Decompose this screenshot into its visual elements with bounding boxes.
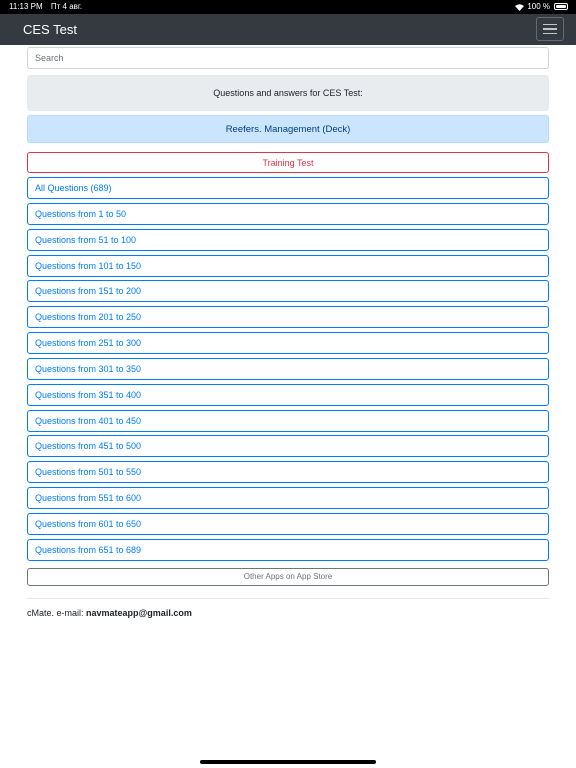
- footer: [27, 608, 549, 618]
- hamburger-icon: [543, 24, 557, 26]
- training-test-button[interactable]: Training Test: [27, 152, 549, 173]
- question-range-link[interactable]: Questions from 251 to 300: [27, 332, 549, 354]
- footer-prefix: cMate. e-mail:: [27, 607, 87, 618]
- battery-percent: 100 %: [527, 2, 550, 11]
- question-range-link[interactable]: Questions from 101 to 150: [27, 255, 549, 277]
- status-time: 11:13 PM: [9, 2, 43, 11]
- main-content: [27, 47, 549, 618]
- question-range-link[interactable]: Questions from 551 to 600: [27, 487, 549, 509]
- question-range-link[interactable]: Questions from 351 to 400: [27, 384, 549, 406]
- footer-email[interactable]: navmateapp@gmail.com: [86, 607, 192, 618]
- status-date: Пт 4 авг.: [50, 2, 83, 11]
- question-range-link[interactable]: Questions from 451 to 500: [27, 435, 549, 457]
- question-range-link[interactable]: Questions from 651 to 689: [27, 539, 549, 561]
- battery-icon: [554, 3, 568, 10]
- wifi-icon: [515, 4, 523, 10]
- question-range-link[interactable]: Questions from 301 to 350: [27, 358, 549, 380]
- question-range-link[interactable]: Questions from 601 to 650: [27, 513, 549, 535]
- status-bar: [0, 0, 576, 14]
- question-range-link[interactable]: Questions from 1 to 50: [27, 203, 549, 225]
- menu-toggle-button[interactable]: [536, 17, 564, 41]
- divider: [27, 598, 549, 599]
- category-banner: Reefers. Management (Deck): [27, 115, 549, 143]
- app-title[interactable]: CES Test: [23, 22, 77, 37]
- header-banner: Questions and answers for CES Test:: [27, 75, 549, 111]
- question-list: [27, 177, 549, 561]
- navbar: [0, 14, 576, 45]
- question-range-link[interactable]: Questions from 201 to 250: [27, 306, 549, 328]
- question-range-link[interactable]: Questions from 51 to 100: [27, 229, 549, 251]
- question-range-link[interactable]: Questions from 401 to 450: [27, 410, 549, 432]
- search-input[interactable]: [27, 47, 549, 69]
- other-apps-button[interactable]: Other Apps on App Store: [27, 568, 549, 586]
- home-indicator: [200, 760, 376, 764]
- question-range-link[interactable]: Questions from 151 to 200: [27, 280, 549, 302]
- question-range-link[interactable]: All Questions (689): [27, 177, 549, 199]
- question-range-link[interactable]: Questions from 501 to 550: [27, 461, 549, 483]
